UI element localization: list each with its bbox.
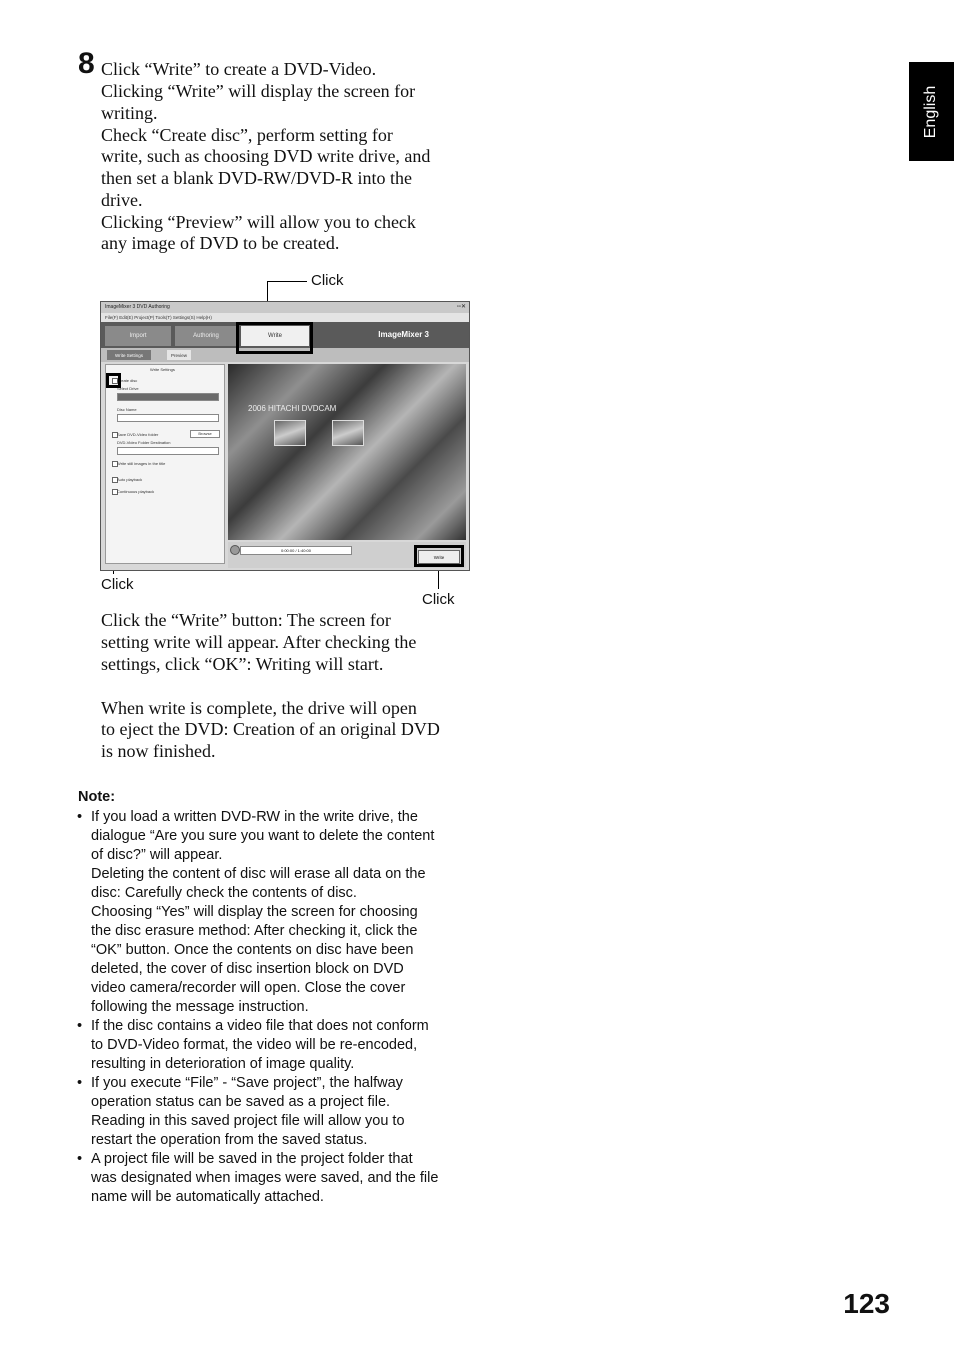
disc-name-input[interactable] <box>117 414 219 422</box>
panel-row: Auto playback <box>117 477 143 482</box>
tab-authoring[interactable]: Authoring <box>175 326 237 346</box>
panel-row: Select Drive <box>117 386 139 391</box>
folder-destination-input[interactable] <box>117 447 219 455</box>
window-controls-icon: ▫▫✕ <box>456 304 466 310</box>
intro-line: Clicking “Preview” will allow you to check <box>101 212 416 232</box>
language-tab <box>909 62 954 161</box>
panel-row: Write still images in the title <box>117 461 166 466</box>
highlight-create-disc <box>106 373 121 388</box>
intro-line: writing. <box>101 103 158 123</box>
write-settings-panel <box>105 364 225 564</box>
intro-line: Check “Create disc”, perform setting for <box>101 125 393 145</box>
after-line: settings, click “OK”: Writing will start. <box>101 654 384 674</box>
note-line: restart the operation from the saved status. <box>91 1132 368 1148</box>
page-number: 123 <box>843 1288 890 1319</box>
intro-line: Click “Write” to create a DVD-Video. <box>101 59 377 79</box>
panel-row: Create disc <box>117 378 138 383</box>
window-titlebar <box>101 302 469 313</box>
step-number: 8 <box>78 47 95 80</box>
browse-button[interactable]: Browse <box>190 430 220 438</box>
panel-row: Continuous playback <box>117 489 155 494</box>
intro-line: any image of DVD to be created. <box>101 233 340 253</box>
panel-row: Disc Name <box>117 407 137 412</box>
note-line: disc: Carefully check the contents of disc. <box>91 885 357 901</box>
subtab-preview[interactable]: Preview <box>167 350 191 360</box>
play-icon[interactable] <box>230 545 240 555</box>
bullet-icon: • <box>77 1151 83 1167</box>
highlight-write-tab <box>236 322 313 354</box>
finish-line: When write is complete, the drive will open <box>101 698 417 718</box>
preview-thumbnail <box>274 420 306 446</box>
preview-title: 2006 HITACHI DVDCAM <box>248 404 337 413</box>
after-line: setting write will appear. After checking the <box>101 632 417 652</box>
panel-row: Save DVD-Video folder <box>117 432 159 437</box>
note-line: If you execute “File” - “Save project”, the halfway <box>91 1075 403 1091</box>
note-line: name will be automatically attached. <box>91 1189 324 1205</box>
callout-write-tab: Click <box>311 272 344 289</box>
tab-write[interactable]: Write <box>241 326 309 346</box>
note-line: following the message instruction. <box>91 999 309 1015</box>
dvd-preview <box>228 364 466 540</box>
intro-line: Clicking “Write” will display the screen for <box>101 81 416 101</box>
intro-line: then set a blank DVD-RW/DVD-R into the <box>101 168 412 188</box>
bullet-icon: • <box>77 1018 83 1034</box>
note-line: of disc?” will appear. <box>91 847 223 863</box>
callout-create-disc: Click <box>101 576 134 593</box>
note-line: the disc erasure method: After checking it, click the <box>91 923 418 939</box>
finish-line: is now finished. <box>101 741 216 761</box>
note-line: Choosing “Yes” will display the screen for choosing <box>91 904 418 920</box>
menu-bar <box>101 313 469 322</box>
note-line: Deleting the content of disc will erase all data on the <box>91 866 426 882</box>
note-line: was designated when images were saved, and the file <box>91 1170 439 1186</box>
finish-line: to eject the DVD: Creation of an original DVD <box>101 719 440 739</box>
panel-row: DVD-Video Folder Destination <box>117 440 171 445</box>
intro-line: write, such as choosing DVD write drive, and <box>101 146 431 166</box>
brand-logo: ImageMixer 3 <box>378 330 429 339</box>
intro-line: drive. <box>101 190 143 210</box>
note-line: A project file will be saved in the project folder that <box>91 1151 413 1167</box>
note-title: Note: <box>78 789 116 805</box>
language-tab-label: English <box>922 85 940 138</box>
note-line: “OK” button. Once the contents on disc have been <box>91 942 414 958</box>
note-line: If the disc contains a video file that does not conform <box>91 1018 429 1034</box>
subtab-write-settings[interactable]: Write Settings <box>107 350 151 360</box>
note-line: video camera/recorder will open. Close the cover <box>91 980 406 996</box>
callout-write-button: Click <box>422 591 455 608</box>
note-line: deleted, the cover of disc insertion block on DVD <box>91 961 404 977</box>
drive-select[interactable] <box>117 393 219 401</box>
write-button[interactable]: Write <box>418 550 460 564</box>
note-line: Reading in this saved project file will allow you to <box>91 1113 405 1129</box>
bullet-icon: • <box>77 809 83 825</box>
highlight-write-button <box>414 545 464 567</box>
panel-title: Write Settings <box>150 367 175 372</box>
tab-import[interactable]: Import <box>105 326 171 346</box>
window-title: ImageMixer 3 DVD Authoring <box>105 304 170 310</box>
preview-thumbnail <box>332 420 364 446</box>
note-line: to DVD-Video format, the video will be re-encoded, <box>91 1037 418 1053</box>
note-line: resulting in deterioration of image quality. <box>91 1056 355 1072</box>
note-line: If you load a written DVD-RW in the write drive, the <box>91 809 418 825</box>
timecode: 0:00:00 / 1:40:00 <box>240 546 352 555</box>
callout-line <box>267 281 307 282</box>
after-line: Click the “Write” button: The screen for <box>101 610 391 630</box>
menu-items: File(F) Edit(E) Project(P) Tools(T) Settings(S) Help(H) <box>105 315 212 320</box>
note-line: operation status can be saved as a project file. <box>91 1094 391 1110</box>
note-line: dialogue “Are you sure you want to delete the content <box>91 828 435 844</box>
bullet-icon: • <box>77 1075 83 1091</box>
